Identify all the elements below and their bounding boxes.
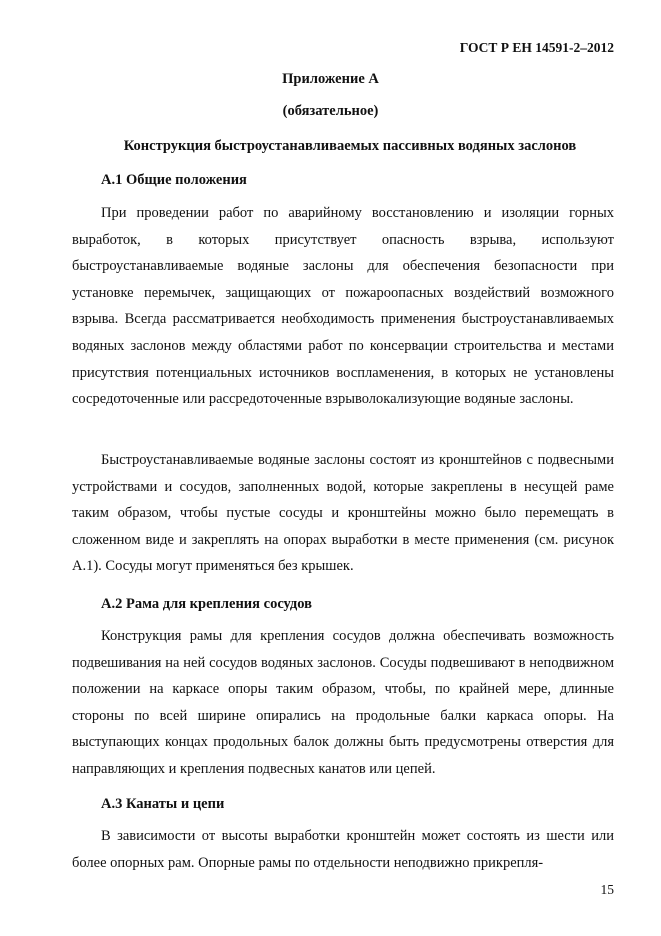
appendix-status: (обязательное) xyxy=(282,103,379,119)
paragraph-a2-1: Конструкция рамы для крепления сосудов должна обеспечивать возможность подвешивания на ней сосудов водяных заслонов. Сосуды подвешивают в неподвижном положении на каркасе опоры таким образом, чтобы, по крайней мере, длинные стороны по всей ширине опирались на продольные балки каркаса опоры. На выступающих концах продольных балок должны быть предусмотрены отверстия для направляющих и крепления подвесных канатов или цепей. xyxy=(72,628,614,777)
paragraph-a1-2: Быстроустанавливаемые водяные заслоны состоят из кронштейнов с подвесными устройствами и сосудов, заполненных водой, которые закреплены в несущей раме таким образом, чтобы пустые сосуды и кронштейны можно было перемещать в сложенном виде и закреплять на опорах выработки в месте применения (см. рисунок А.1). Сосуды могут применяться без крышек. xyxy=(72,452,614,575)
section-heading-a2: А.2 Рама для крепления сосудов xyxy=(101,596,312,612)
section-heading-a1: А.1 Общие положения xyxy=(101,172,247,188)
appendix-heading: Конструкция быстроустанавливаемых пассивных водяных заслонов xyxy=(123,138,577,154)
paragraph-a3-1: В зависимости от высоты выработки кронштейн может состоять из шести или более опорных рам. Опорные рамы по отдельности неподвижно прикрепля- xyxy=(72,828,614,871)
paragraph-a1-1: При проведении работ по аварийному восстановлению и изоляции горных выработок, в которых присутствует опасность взрыва, используют быстроустанавливаемые водяные заслоны для обеспечения безопасности при установке перемычек, защищающих от пожароопасных воздействий возможного взрыва. Всегда рассматривается необходимость применения быстроустанавливаемых водяных заслонов между областями работ по консервации строительства и местами присутствия потенциальных источников воспламенения, в которых не установлены сосредоточенные или рассредоточенные взрыволокализующие водяные заслоны. xyxy=(72,205,614,408)
document-code: ГОСТ Р ЕН 14591-2–2012 xyxy=(459,40,614,55)
section-heading-a3: А.3 Канаты и цепи xyxy=(101,796,225,812)
page-number: 15 xyxy=(600,882,614,897)
appendix-title: Приложение А xyxy=(282,71,379,87)
